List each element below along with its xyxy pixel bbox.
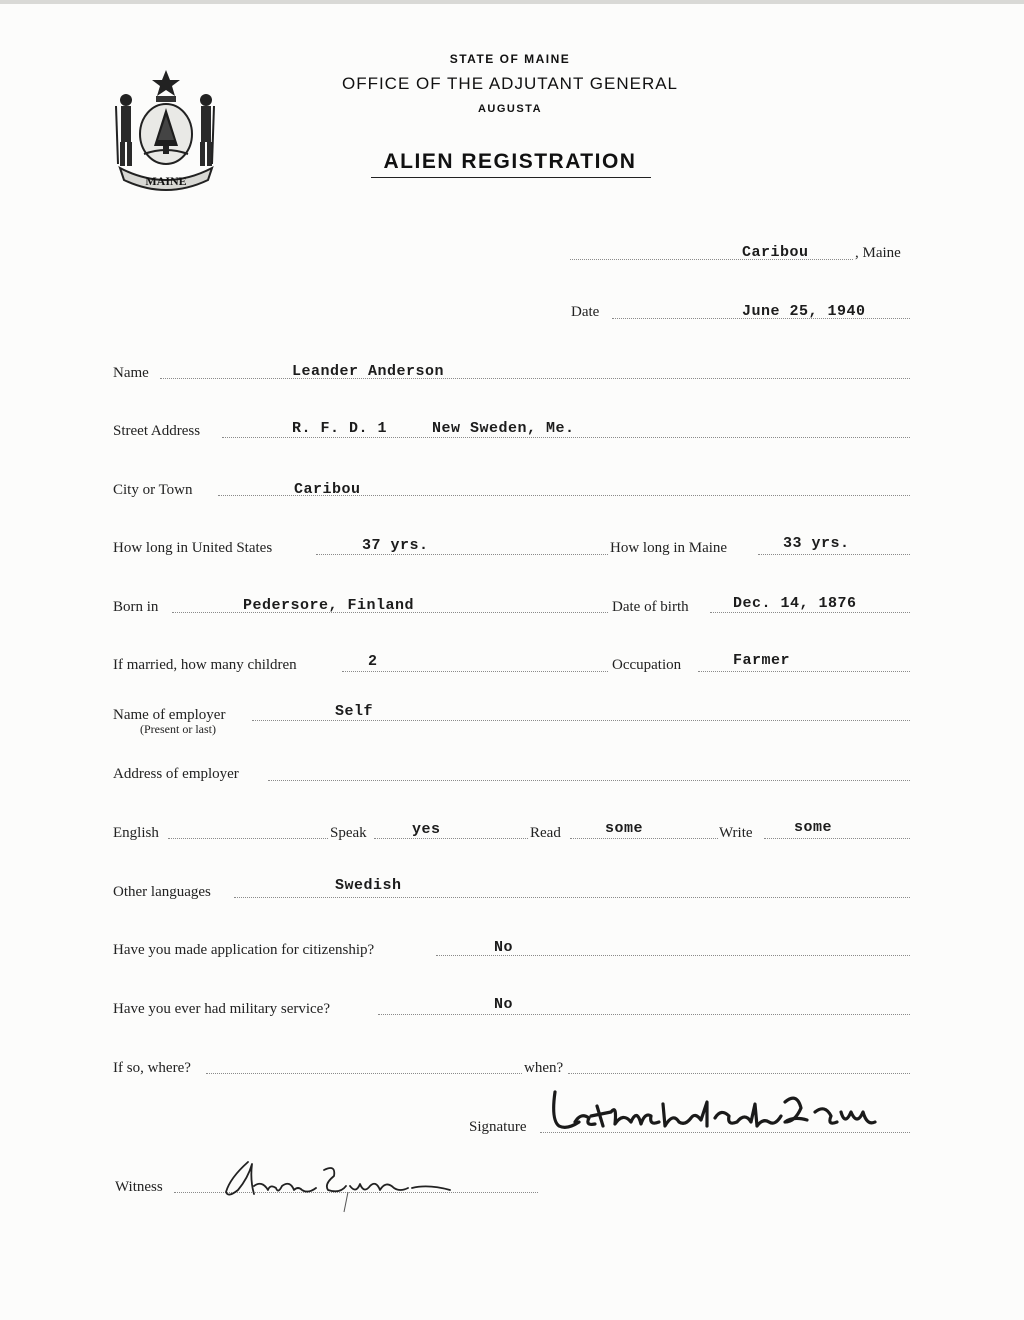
born-in-value: Pedersore, Finland [243,597,415,614]
name-line [160,378,910,379]
witness-label: Witness [115,1179,163,1195]
date-of-birth-label: Date of birth [612,599,689,615]
employer-address-label: Address of employer [113,766,239,782]
street-address-label: Street Address [113,423,201,439]
read-line [570,838,718,839]
read-value: some [605,820,644,837]
english-label: English [113,825,159,841]
name-label: Name [113,365,149,381]
other-languages-value: Swedish [335,877,402,894]
employer-value: Self [335,703,374,720]
top-scan-edge [0,0,1024,4]
street-address-line [222,437,910,438]
occupation-label: Occupation [612,657,682,673]
city-label: City or Town [113,482,193,498]
how-long-us-line [316,554,608,555]
citizenship-value: No [494,939,514,956]
speak-value: yes [412,821,441,838]
write-line [764,838,910,839]
military-value: No [494,996,514,1013]
children-label: If married, how many children [113,657,297,673]
employer-address-line [268,780,910,781]
children-value: 2 [368,653,378,670]
location-value: Caribou [742,244,809,261]
svg-text:MAINE: MAINE [145,174,187,188]
date-value: June 25, 1940 [742,303,866,320]
title-underline [371,177,651,178]
state-of-maine-seal-icon [112,66,220,194]
military-line [378,1014,910,1015]
name-value: Leander Anderson [292,363,445,380]
street-address-value-1: R. F. D. 1 [292,420,388,437]
when-label: when? [524,1060,564,1076]
city-value: Caribou [294,481,361,498]
write-value: some [794,819,833,836]
where-label: If so, where? [113,1060,191,1076]
english-line [168,838,328,839]
signature-label: Signature [469,1119,527,1135]
date-of-birth-value: Dec. 14, 1876 [733,595,857,612]
how-long-maine-label: How long in Maine [610,540,728,556]
street-address-value-2: New Sweden, Me. [432,420,575,437]
date-of-birth-line [710,612,910,613]
signature-handwriting [545,1082,890,1142]
occupation-line [698,671,910,672]
occupation-value: Farmer [733,652,791,669]
location-suffix: , Maine [855,245,901,261]
military-label: Have you ever had military service? [113,1001,330,1017]
speak-line [374,838,528,839]
other-languages-line [234,897,910,898]
employer-sublabel: (Present or last) [140,722,216,736]
read-label: Read [530,825,561,841]
location-line [570,259,853,260]
citizenship-label: Have you made application for citizenship? [113,942,375,958]
how-long-us-value: 37 yrs. [362,537,429,554]
children-line [342,671,608,672]
how-long-us-label: How long in United States [113,540,273,556]
speak-label: Speak [330,825,367,841]
other-languages-label: Other languages [113,884,211,900]
form-title: ALIEN REGISTRATION [383,150,637,173]
header-office: OFFICE OF THE ADJUTANT GENERAL [341,74,679,93]
when-line [568,1073,910,1074]
witness-signature-handwriting [218,1150,458,1216]
born-in-label: Born in [113,599,159,615]
how-long-maine-value: 33 yrs. [783,535,850,552]
employer-label: Name of employer [113,707,226,723]
header-state: STATE OF MAINE [449,52,571,66]
header-city: AUGUSTA [477,103,543,115]
employer-line [252,720,910,721]
how-long-maine-line [758,554,910,555]
write-label: Write [719,825,753,841]
where-line [206,1073,522,1074]
date-label: Date [571,304,600,320]
